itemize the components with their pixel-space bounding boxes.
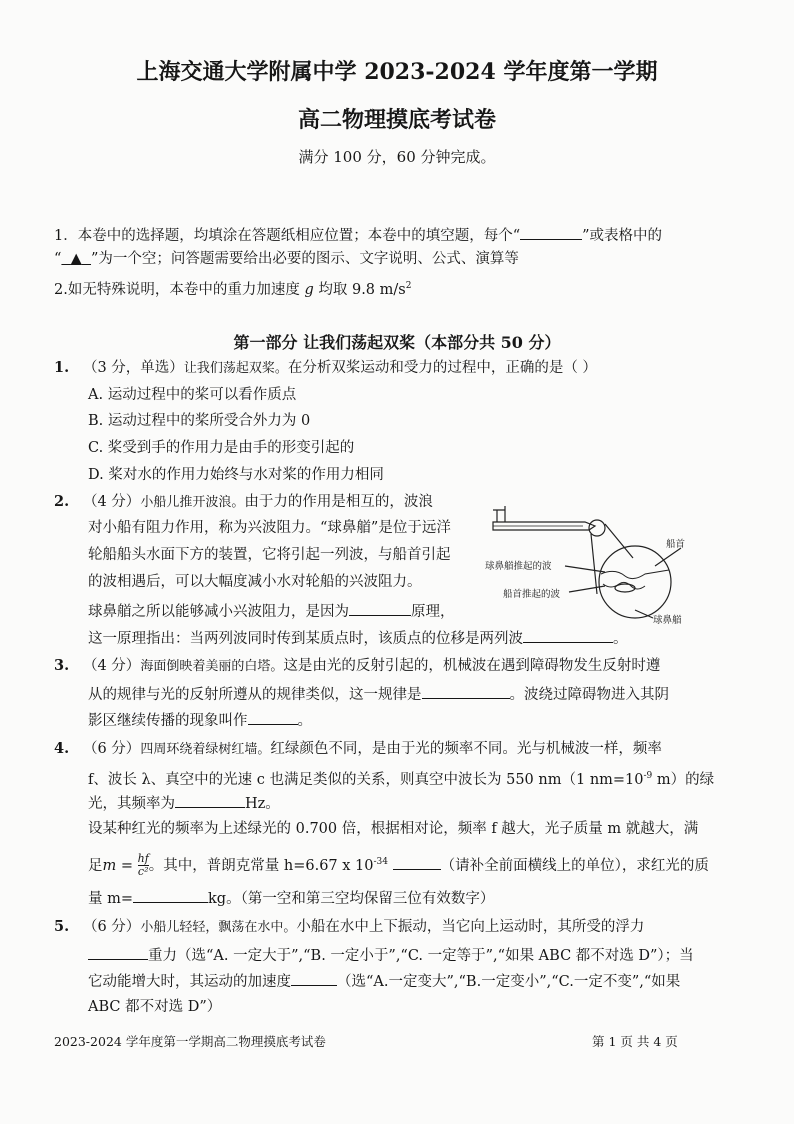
q4-blank-3[interactable] (133, 887, 208, 903)
q5-text-3: 它动能增大时，其运动的加速度 (88, 974, 291, 990)
instruction-2-text: ”为一个空；问答题需要给出必要的图示、文字说明、公式、演算等 (91, 251, 519, 267)
q5-line-3 (88, 970, 680, 992)
q2-line-3: 轮船船头水面下方的装置，它将引起一列波，与船首引起 (88, 547, 451, 563)
q4-text-2: f、波长 λ、真空中的光速 c 也满足类似的关系，则真空中波长为 550 nm（1 nm=10 (88, 771, 644, 788)
quote-open: “ (54, 251, 62, 267)
q4-blank-1[interactable] (175, 792, 245, 808)
instruction-1-text: 1．本卷中的选择题，均填涂在答题纸相应位置；本卷中的填空题，每个“ (54, 228, 521, 244)
bow-wave-label: 船首推起的波 (503, 589, 561, 600)
q3-text-1: 这是由光的反射引起的，机械波在遇到障碍物发生反射时遵 (283, 658, 661, 674)
q4-number: 4. (54, 740, 70, 757)
q2-line-2: 对小船有阻力作用，称为兴波阻力。“球鼻艏”是位于远洋 (88, 520, 451, 536)
q2-blank-2[interactable] (523, 627, 613, 643)
q2-text-1: 由于力的作用是相互的，波浪 (244, 494, 433, 510)
q1-stem (54, 358, 597, 379)
q1-option-c: C. 桨受到手的作用力是由手的形变引起的 (88, 440, 355, 456)
q2-line-6 (88, 627, 628, 649)
q3-text-2: 从的规律与光的反射所遵从的规律类似，这一规律是 (88, 687, 422, 703)
q4-text-3-end: Hz。 (245, 796, 280, 812)
q4-blank-2[interactable] (393, 854, 441, 870)
q4-text-5: 足 (88, 857, 103, 874)
q5-blank-1[interactable] (88, 944, 148, 960)
q3-lyric: 海面倒映着美丽的白塔。 (140, 659, 284, 674)
bulb-label: 球鼻艏 (653, 615, 682, 626)
exam-subtitle: 高二物理摸底考试卷 (297, 107, 496, 133)
q2-line-1 (54, 492, 433, 513)
instruction-1-text-end: ”或表格中的 (582, 228, 663, 244)
q4-text-5-end: （请补全前面横线上的单位），求红光的质 (440, 857, 709, 874)
q4-text-1: 红绿颜色不同，是由于光的频率不同。光与机械波一样，频率 (270, 741, 662, 757)
q3-text-3-end: 。 (297, 713, 312, 729)
q5-text-1: 小船在水中上下振动，当它向上运动时，其所受的浮力 (296, 919, 645, 935)
footer-title: 2023-2024 学年度第一学期高二物理摸底考试卷 (54, 1034, 326, 1049)
q2-text-5-end: 原理， (411, 604, 455, 620)
q1-option-b: B. 运动过程中的桨所受合外力为 0 (88, 413, 311, 429)
q4-lyric: 四周环绕着绿树红墙。 (140, 742, 271, 757)
full-mark-note: 满分 100 分，60 分钟完成。 (298, 148, 496, 166)
fraction-numerator: hf (137, 852, 149, 866)
q2-blank-1[interactable] (349, 600, 411, 616)
q5-line-4: ABC 都不对选 D”） (88, 999, 222, 1015)
q5-text-3-end: （选“A.一定变大”,“B.一定变小”,“C.一定不变”,“如果 (337, 974, 681, 990)
q3-blank-2[interactable] (248, 709, 298, 725)
instruction-3-text-end: 均取 9.8 m/s (313, 281, 406, 298)
q4-text-2-end: m）的绿 (652, 771, 715, 788)
q2-line-5 (88, 600, 455, 622)
q3-score: （4 分） (82, 658, 141, 674)
q1-lyric: 让我们荡起双桨。 (183, 361, 288, 376)
bow-label: 船首 (666, 539, 686, 550)
q5-lyric: 小船儿轻轻，飘荡在水中。 (140, 920, 297, 935)
q4-line-1 (54, 739, 662, 760)
page-number: 第 1 页 共 4 页 (592, 1034, 678, 1049)
q2-score: （4 分） (82, 494, 141, 510)
triangle-mark (61, 251, 91, 267)
q4-line-3 (88, 792, 280, 814)
instruction-1 (54, 224, 662, 246)
q4-score: （6 分） (82, 741, 141, 757)
triangle-icon: ▲ (70, 251, 82, 267)
g-symbol: g (304, 281, 314, 298)
instruction-3-text: 2.如无特殊说明，本卷中的重力加速度 (54, 281, 305, 298)
q4-line-6 (88, 887, 494, 909)
unit-exponent: 2 (405, 281, 412, 291)
q5-text-2: 重力（选“A. 一定大于”,“B. 一定小于”,“C. 一定等于”,“如果 ABC 都不对选 D”）；当 (148, 948, 694, 964)
bulb-wave-label: 球鼻艏推起的波 (485, 561, 552, 572)
q2-lyric: 小船儿推开波浪。 (140, 495, 245, 510)
q2-line-4: 的波相遇后，可以大幅度减小水对轮船的兴波阻力。 (88, 574, 422, 590)
exam-title: 上海交通大学附属中学 2023-2024 学年度第一学期 (136, 59, 658, 85)
section-title: 第一部分 让我们荡起双桨（本部分共 50 分） (233, 333, 561, 352)
q1-score: （3 分，单选） (82, 360, 184, 376)
fraction-denominator: c² (137, 865, 149, 879)
q4-text-5-mid: 。其中，普朗克常量 h=6.67 x 10 (148, 857, 374, 874)
q3-line-3 (88, 709, 312, 731)
q3-text-3: 影区继续传播的现象叫作 (88, 713, 248, 729)
q2-text-6-end: 。 (613, 631, 628, 647)
q1-option-a: A. 运动过程中的桨可以看作质点 (88, 387, 297, 403)
q5-line-1 (54, 917, 644, 938)
q4-line-5 (88, 852, 709, 878)
q2-text-6: 这一原理指出：当两列波同时传到某质点时，该质点的位移是两列波 (88, 631, 523, 647)
instruction-3 (54, 276, 411, 300)
sample-blank (520, 224, 582, 240)
formula-lhs: m = (102, 857, 138, 874)
q1-question: 在分析双桨运动和受力的过程中，正确的是（ ） (287, 360, 597, 376)
q4-line-4: 设某种红光的频率为上述绿光的 0.700 倍，根据相对论，频率 f 越大，光子质量 m 就越大，满 (88, 821, 699, 837)
q3-number: 3. (54, 657, 70, 674)
q4-text-6-end: kg。（第一空和第三空均保留三位有效数字） (208, 891, 495, 907)
q4-text-6: 量 m= (88, 891, 134, 907)
q4-line-2 (88, 766, 714, 790)
q3-line-1 (54, 656, 660, 677)
q4-text-3: 光，其频率为 (88, 796, 175, 812)
bulbous-bow-diagram (485, 500, 710, 625)
q2-text-5: 球鼻艏之所以能够减小兴波阻力，是因为 (88, 604, 349, 620)
instruction-2 (54, 249, 519, 269)
q3-blank-1[interactable] (422, 683, 510, 699)
q5-score: （6 分） (82, 919, 141, 935)
q5-line-2 (88, 944, 694, 966)
q5-number: 5. (54, 918, 70, 935)
q2-number: 2. (54, 493, 70, 510)
formula-fraction (138, 853, 149, 878)
q3-line-2 (88, 683, 669, 705)
q3-text-2-end: 。波绕过障碍物进入其阴 (509, 687, 669, 703)
q4-exponent-1: -9 (643, 771, 653, 781)
q1-option-d: D. 桨对水的作用力始终与水对桨的作用力相同 (88, 467, 384, 483)
q5-blank-2[interactable] (291, 970, 337, 986)
q4-exponent-2: -34 (373, 857, 389, 867)
q1-number: 1. (54, 359, 70, 376)
